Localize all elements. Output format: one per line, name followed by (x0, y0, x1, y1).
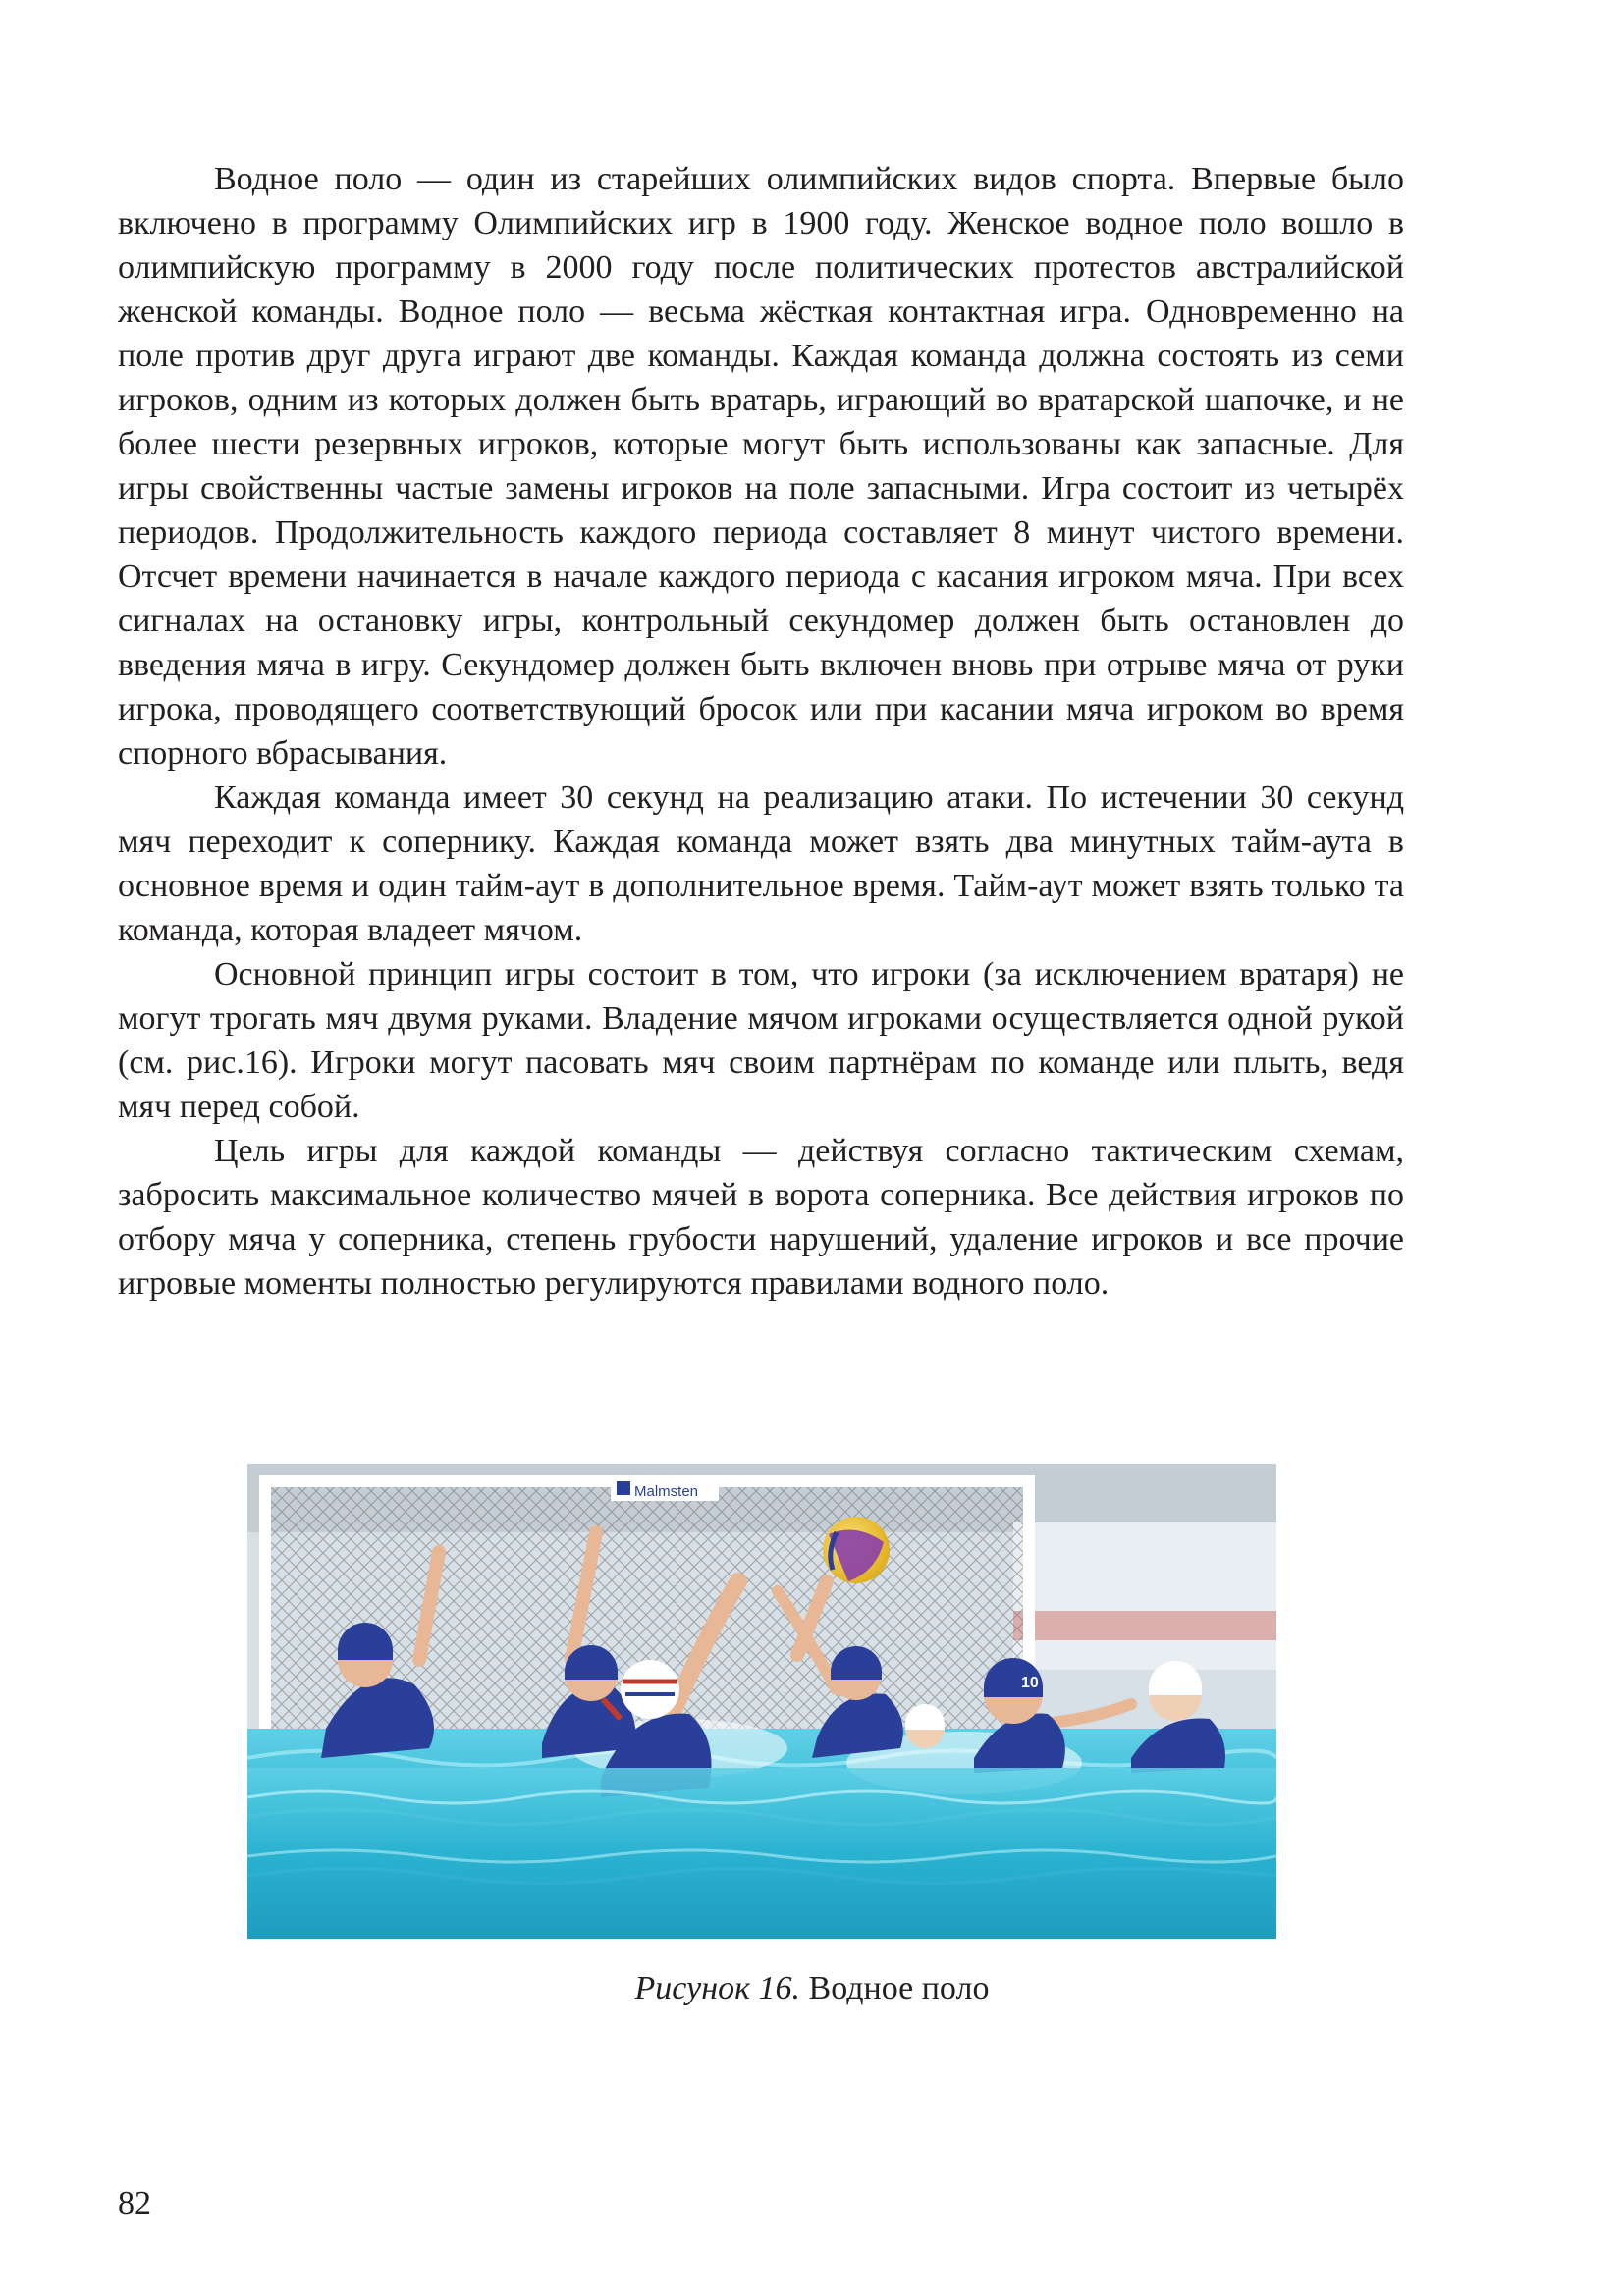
figure-caption (0, 1969, 1624, 2008)
caption-text: Водное поло (808, 1970, 990, 2006)
sponsor-sign-text: Malmsten (634, 1483, 699, 1500)
paragraph: Каждая команда имеет 30 секунд на реализацию атаки. По истечении 30 секунд мяч переходит к сопернику. Каждая команда может взять два минутных тайм-аута в основное время и один тайм-аут в дополнительное время. Тайм-аут может взять только та команда, которая владеет мячом. (118, 779, 1404, 948)
paragraph: Цель игры для каждой команды — действуя согласно тактическим схемам, забросить максимальное количество мячей в ворота соперника. Все действия игроков по отбору мяча у соперника, степень грубости нарушений, удаление игроков и все прочие игровые моменты полностью регулируются правилами водного поло. (118, 1133, 1404, 1302)
paragraph: Водное поло — один из старейших олимпийских видов спорта. Впервые было включено в программу Олимпийских игр в 1900 году. Женское водное поло вошло в олимпийскую программу в 2000 году после политических протестов австралийской женской команды. Водное поло — весьма жёсткая контактная игра. Одновременно на поле против друг друга играют две команды. Каждая команда должна состоять из семи игроков, одним из которых должен быть вратарь, играющий во вратарской шапочке, и не более шести резервных игроков, которые могут быть использованы как запасные. Для игры свойственны частые замены игроков на поле запасными. Игра состоит из четырёх периодов. Продолжительность каждого периода составляет 8 минут чистого времени. Отсчет времени начинается в начале каждого периода с касания игроком мяча. При всех сигналах на остановку игры, контрольный секундомер должен быть остановлен до введения мяча в игру. Секундомер должен быть включен вновь при отрыве мяча от руки игрока, проводящего соответствующий бросок или при касании мяча игроком во время спорного вбрасывания. (118, 161, 1404, 772)
cap-number: 10 (1021, 1675, 1039, 1691)
water-polo-photo (247, 1464, 1276, 1939)
caption-label: Рисунок 16. (634, 1970, 801, 2006)
paragraph: Основной принцип игры состоит в том, что игроки (за исключением вратаря) не могут трогать мяч двумя руками. Владение мячом игроками осуществляется одной рукой (см. рис.16). Игроки могут пасовать мяч своим партнёрам по команде или плыть, ведя мяч перед собой. (118, 956, 1404, 1125)
body-text (118, 157, 1404, 1306)
page-number: 82 (118, 2185, 151, 2221)
